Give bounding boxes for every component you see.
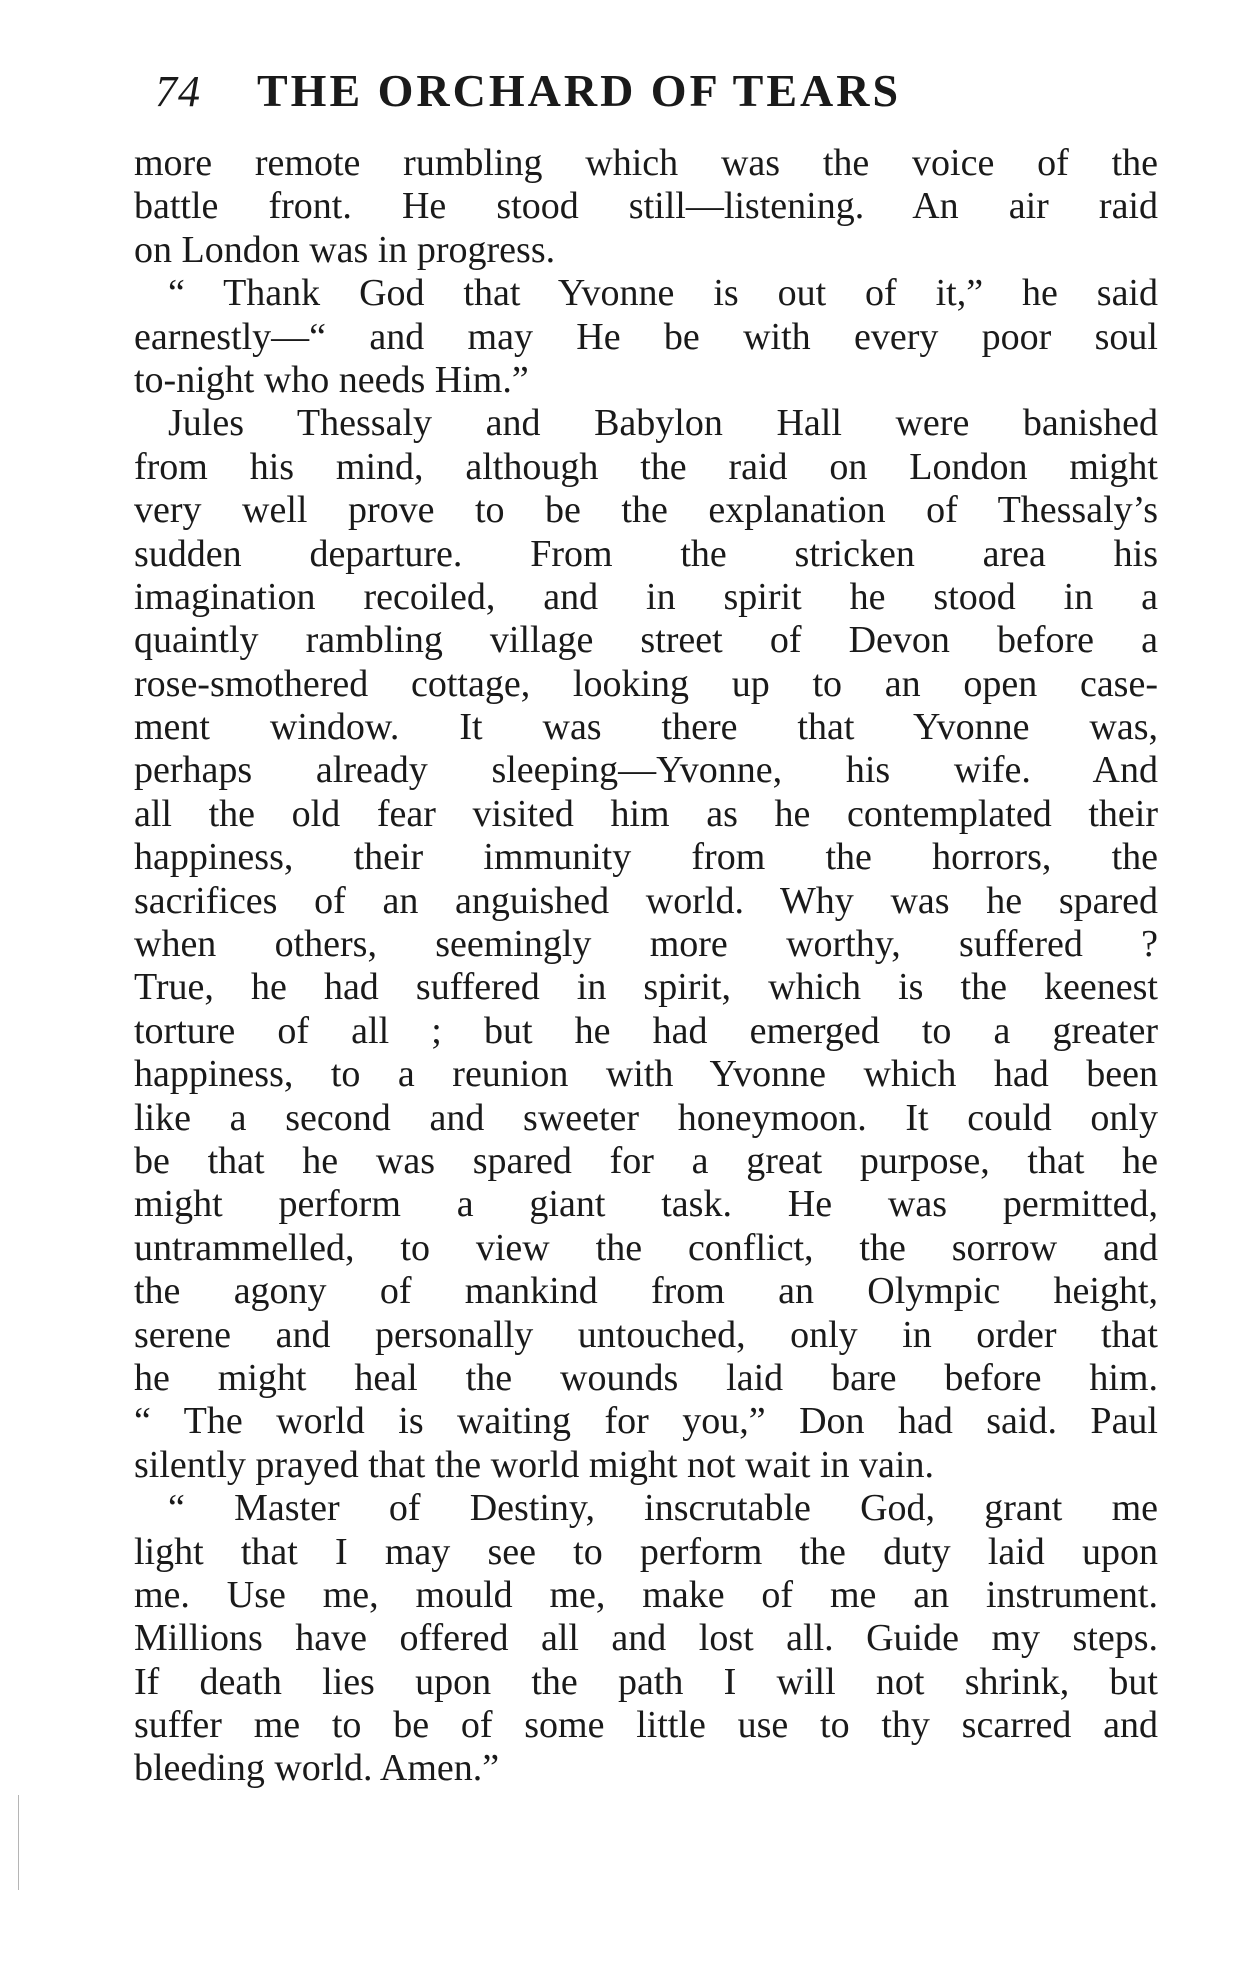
text-line: bleeding world. Amen.” <box>134 1747 500 1790</box>
page-number: 74 <box>155 67 201 116</box>
text-line: to-night who needs Him.” <box>134 358 529 401</box>
text-line: sacrifices of an anguished world. Why was he spared <box>134 879 1158 922</box>
text-line: might perform a giant task. He was permitted, <box>134 1183 1158 1226</box>
running-title: THE ORCHARD OF TEARS <box>257 65 902 116</box>
text-line: earnestly—“ and may He be with every poor soul <box>134 315 1158 358</box>
text-line: when others, seemingly more worthy, suffered ? <box>134 923 1158 966</box>
text-line: “ Master of Destiny, inscrutable God, grant me <box>168 1487 1158 1530</box>
text-line: like a second and sweeter honeymoon. It could only <box>134 1096 1158 1139</box>
text-line: sudden departure. From the stricken area his <box>134 532 1158 575</box>
text-line: suffer me to be of some little use to thy scarred and <box>134 1704 1158 1747</box>
text-line: Jules Thessaly and Babylon Hall were banished <box>168 402 1158 445</box>
text-line: the agony of mankind from an Olympic height, <box>134 1270 1158 1313</box>
text-line: me. Use me, mould me, make of me an instrument. <box>134 1573 1158 1616</box>
page-edge-mark <box>18 1795 19 1890</box>
text-line: very well prove to be the explanation of Thessaly’s <box>134 489 1158 532</box>
text-line: from his mind, although the raid on London might <box>134 445 1158 488</box>
text-line: rose-smothered cottage, looking up to an open case- <box>134 662 1158 705</box>
text-line: “ Thank God that Yvonne is out of it,” he said <box>168 272 1158 315</box>
text-line: serene and personally untouched, only in order that <box>134 1313 1158 1356</box>
text-line: “ The world is waiting for you,” Don had said. Paul <box>134 1400 1158 1443</box>
text-line: True, he had suffered in spirit, which is the keenest <box>134 966 1158 1009</box>
text-line: If death lies upon the path I will not shrink, but <box>134 1660 1158 1703</box>
text-line: quaintly rambling village street of Devon before a <box>134 619 1158 662</box>
paragraph <box>134 402 1158 1487</box>
text-line: imagination recoiled, and in spirit he stood in a <box>134 575 1158 618</box>
paragraph <box>134 1487 1158 1791</box>
text-line: happiness, their immunity from the horrors, the <box>134 836 1158 879</box>
text-line: more remote rumbling which was the voice of the <box>134 142 1158 184</box>
text-line: he might heal the wounds laid bare before him. <box>134 1356 1158 1399</box>
page-header <box>155 64 1035 124</box>
text-line: light that I may see to perform the duty laid upon <box>134 1530 1158 1573</box>
text-line: all the old fear visited him as he contemplated their <box>134 792 1158 835</box>
paragraph <box>134 142 1158 272</box>
paragraph <box>134 272 1158 402</box>
text-line: on London was in progress. <box>134 228 556 271</box>
text-line: silently prayed that the world might not wait in vain. <box>134 1443 934 1486</box>
text-line: perhaps already sleeping—Yvonne, his wife. And <box>134 749 1158 792</box>
text-line: untrammelled, to view the conflict, the sorrow and <box>134 1226 1158 1269</box>
text-line: happiness, to a reunion with Yvonne which had been <box>134 1053 1158 1096</box>
body-text <box>134 142 1158 1791</box>
text-line: torture of all ; but he had emerged to a greater <box>134 1009 1158 1052</box>
text-line: battle front. He stood still—listening. An air raid <box>134 185 1158 228</box>
text-line: Millions have offered all and lost all. Guide my steps. <box>134 1617 1158 1660</box>
text-line: ment window. It was there that Yvonne was, <box>134 706 1158 749</box>
text-line: be that he was spared for a great purpose, that he <box>134 1139 1158 1182</box>
